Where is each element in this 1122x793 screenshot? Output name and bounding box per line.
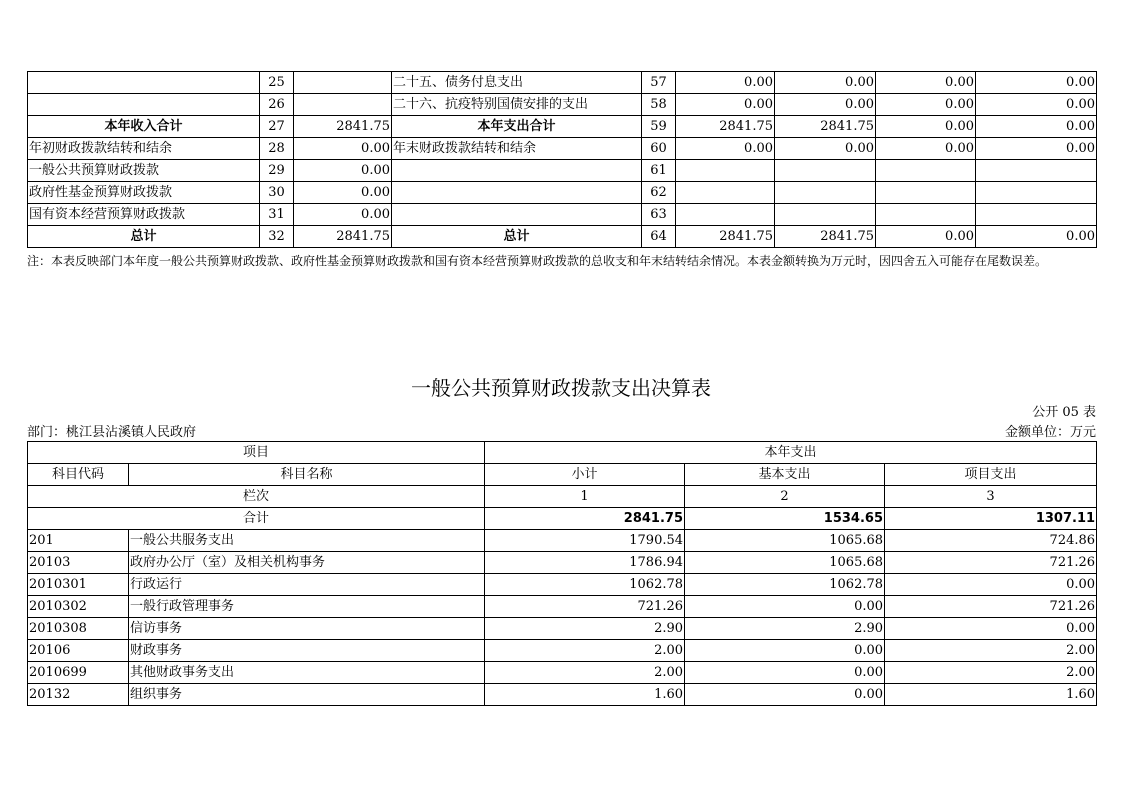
table-row [28,552,1097,574]
income-item [28,72,260,94]
table-row [28,640,1097,662]
state-capital-amount [976,204,1097,226]
income-amount: 2841.75 [294,116,392,138]
gov-fund-amount: 0.00 [876,72,976,94]
total-basic: 1534.65 [685,508,885,530]
account-code: 20103 [28,552,129,574]
state-capital-amount: 0.00 [976,138,1097,160]
project-expense-amount: 721.26 [885,596,1097,618]
table-row [28,684,1097,706]
column-number-row [28,486,1097,508]
department-label: 部门：桃江县沾溪镇人民政府 [27,425,197,440]
expense-item [392,204,642,226]
general-budget-amount: 2841.75 [775,116,876,138]
expense-item: 本年支出合计 [392,116,642,138]
account-name: 行政运行 [129,574,485,596]
expenditure-rows [28,530,1097,706]
table-row [28,530,1097,552]
account-name: 其他财政事务支出 [129,662,485,684]
expenditure-table [27,441,1097,706]
subtotal-amount: 721.26 [485,596,685,618]
income-line-no: 27 [260,116,294,138]
subtotal-amount: 2.00 [485,662,685,684]
gov-fund-amount [876,182,976,204]
project-expense-amount: 2.00 [885,640,1097,662]
form-number: 公开 05 表 [1032,405,1096,420]
table-row [28,596,1097,618]
basic-expense-amount: 1062.78 [685,574,885,596]
subtotal-amount: 1062.78 [485,574,685,596]
expense-item [392,160,642,182]
summary-row [28,72,1097,94]
expense-total: 2841.75 [676,226,775,248]
expense-total [676,160,775,182]
basic-expense-amount: 1065.68 [685,530,885,552]
total-subtotal: 2841.75 [485,508,685,530]
total-label: 合计 [28,508,485,530]
expense-total [676,204,775,226]
account-name: 政府办公厅（室）及相关机构事务 [129,552,485,574]
unit-label: 金额单位：万元 [1004,425,1096,440]
page-title: 一般公共预算财政拨款支出决算表 [411,376,711,400]
account-name: 信访事务 [129,618,485,640]
income-amount: 2841.75 [294,226,392,248]
general-budget-amount: 2841.75 [775,226,876,248]
basic-expense-amount: 0.00 [685,684,885,706]
account-code: 2010302 [28,596,129,618]
income-expense-summary-table [27,71,1097,248]
basic-expense-amount: 0.00 [685,596,885,618]
income-item [28,94,260,116]
income-item: 总计 [28,226,260,248]
account-code: 2010301 [28,574,129,596]
state-capital-amount [976,182,1097,204]
income-amount [294,72,392,94]
income-item: 一般公共预算财政拨款 [28,160,260,182]
income-line-no: 31 [260,204,294,226]
column-no-label: 栏次 [28,486,485,508]
account-code: 201 [28,530,129,552]
state-capital-amount: 0.00 [976,94,1097,116]
col-3: 3 [885,486,1097,508]
expense-line-no: 64 [642,226,676,248]
project-expense-amount: 721.26 [885,552,1097,574]
gov-fund-amount: 0.00 [876,138,976,160]
expense-item: 年末财政拨款结转和结余 [392,138,642,160]
account-code: 20132 [28,684,129,706]
basic-header: 基本支出 [685,464,885,486]
state-capital-amount [976,160,1097,182]
general-budget-amount [775,182,876,204]
income-line-no: 25 [260,72,294,94]
subtotal-header: 小计 [485,464,685,486]
expense-item: 二十六、抗疫特别国债安排的支出 [392,94,642,116]
income-item: 本年收入合计 [28,116,260,138]
table-row [28,574,1097,596]
table-note: 注：本表反映部门本年度一般公共预算财政拨款、政府性基金预算财政拨款和国有资本经营预算财政拨款的总收支和年末结转结余情况。本表金额转换为万元时，因四舍五入可能存在尾数误差。 [27,254,1048,268]
state-capital-amount: 0.00 [976,72,1097,94]
income-line-no: 30 [260,182,294,204]
income-line-no: 29 [260,160,294,182]
subtotal-amount: 2.90 [485,618,685,640]
expense-total: 0.00 [676,94,775,116]
summary-row [28,138,1097,160]
summary-row [28,226,1097,248]
expense-line-no: 61 [642,160,676,182]
summary-row [28,116,1097,138]
income-item: 年初财政拨款结转和结余 [28,138,260,160]
project-expense-amount: 2.00 [885,662,1097,684]
expense-line-no: 62 [642,182,676,204]
code-header: 科目代码 [28,464,129,486]
col-1: 1 [485,486,685,508]
expense-total: 0.00 [676,72,775,94]
account-name: 财政事务 [129,640,485,662]
project-exp-header: 项目支出 [885,464,1097,486]
general-budget-amount: 0.00 [775,94,876,116]
general-budget-amount [775,204,876,226]
expense-line-no: 59 [642,116,676,138]
income-amount [294,94,392,116]
account-code: 20106 [28,640,129,662]
general-budget-amount [775,160,876,182]
header-row-2 [28,464,1097,486]
expense-line-no: 60 [642,138,676,160]
col-2: 2 [685,486,885,508]
subtotal-amount: 1786.94 [485,552,685,574]
project-expense-amount: 0.00 [885,574,1097,596]
summary-row [28,182,1097,204]
summary-table-body [28,72,1097,248]
project-expense-amount: 1.60 [885,684,1097,706]
total-row [28,508,1097,530]
expense-total: 0.00 [676,138,775,160]
income-amount: 0.00 [294,182,392,204]
account-name: 一般行政管理事务 [129,596,485,618]
subtotal-amount: 2.00 [485,640,685,662]
expenditure-table-body [28,442,1097,530]
income-item: 国有资本经营预算财政拨款 [28,204,260,226]
income-line-no: 28 [260,138,294,160]
header-row-1 [28,442,1097,464]
table-row [28,662,1097,684]
expense-line-no: 58 [642,94,676,116]
basic-expense-amount: 0.00 [685,662,885,684]
income-amount: 0.00 [294,160,392,182]
summary-row [28,160,1097,182]
gov-fund-amount: 0.00 [876,226,976,248]
expense-total: 2841.75 [676,116,775,138]
expense-total [676,182,775,204]
expense-item [392,182,642,204]
subtotal-amount: 1.60 [485,684,685,706]
subtotal-amount: 1790.54 [485,530,685,552]
income-item: 政府性基金预算财政拨款 [28,182,260,204]
project-expense-amount: 724.86 [885,530,1097,552]
gov-fund-amount [876,204,976,226]
account-code: 2010308 [28,618,129,640]
income-amount: 0.00 [294,138,392,160]
state-capital-amount: 0.00 [976,226,1097,248]
expense-line-no: 63 [642,204,676,226]
gov-fund-amount: 0.00 [876,94,976,116]
gov-fund-amount: 0.00 [876,116,976,138]
account-name: 组织事务 [129,684,485,706]
account-name: 一般公共服务支出 [129,530,485,552]
project-expense-amount: 0.00 [885,618,1097,640]
general-budget-amount: 0.00 [775,72,876,94]
basic-expense-amount: 1065.68 [685,552,885,574]
expense-item: 总计 [392,226,642,248]
income-line-no: 32 [260,226,294,248]
gov-fund-amount [876,160,976,182]
table-row [28,618,1097,640]
current-expense-header: 本年支出 [485,442,1097,464]
general-budget-amount: 0.00 [775,138,876,160]
expense-item: 二十五、债务付息支出 [392,72,642,94]
project-header: 项目 [28,442,485,464]
income-amount: 0.00 [294,204,392,226]
state-capital-amount: 0.00 [976,116,1097,138]
total-project: 1307.11 [885,508,1097,530]
basic-expense-amount: 2.90 [685,618,885,640]
name-header: 科目名称 [129,464,485,486]
account-code: 2010699 [28,662,129,684]
expense-line-no: 57 [642,72,676,94]
summary-row [28,94,1097,116]
income-line-no: 26 [260,94,294,116]
basic-expense-amount: 0.00 [685,640,885,662]
summary-row [28,204,1097,226]
